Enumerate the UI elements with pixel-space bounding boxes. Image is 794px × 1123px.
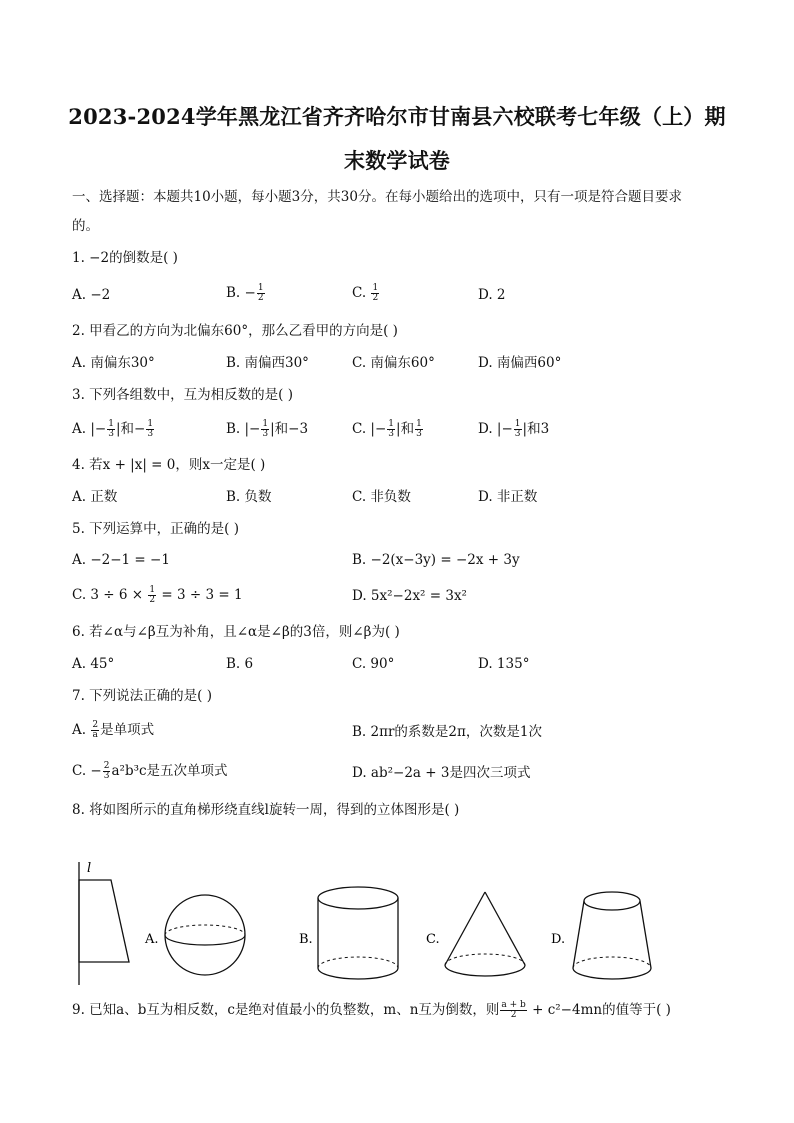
q3-option-c: C. |− $\frac{1}{3}$ |和 $\frac{1}{3}$ xyxy=(352,419,422,439)
question-3-stem: 3. 下列各组数中，互为相反数的是( ) xyxy=(72,387,293,403)
question-1-stem: 1. −2的倒数是( ) xyxy=(72,250,178,266)
q8-label-b: B. xyxy=(299,932,313,947)
q8-label-d: D. xyxy=(551,932,566,947)
q8-label-c: C. xyxy=(426,932,440,947)
q2-option-a: A. 南偏东30° xyxy=(72,355,155,371)
question-6-stem: 6. 若∠α与∠β互为补角，且∠α是∠β的3倍，则∠β为( ) xyxy=(72,624,400,640)
q1-option-c: C. $\frac{1}{2}$ xyxy=(352,283,379,303)
q6-option-a: A. 45° xyxy=(72,656,115,672)
q8-label-a: A. xyxy=(145,932,159,947)
q7-option-a: A. $\frac{2}{a}$ 是单项式 xyxy=(72,720,155,740)
q1-option-b: B. − $\frac{1}{2}$ xyxy=(226,283,264,303)
q2-option-b: B. 南偏西30° xyxy=(226,355,309,371)
cylinder-shape xyxy=(318,887,398,909)
q3-option-d: D. |− $\frac{1}{3}$ |和3 xyxy=(478,419,550,439)
question-2-stem: 2. 甲看乙的方向为北偏东60°，那么乙看甲的方向是( ) xyxy=(72,323,398,339)
question-4-stem: 4. 若x + |x| = 0，则x一定是( ) xyxy=(72,457,266,473)
q4-option-d: D. 非正数 xyxy=(478,489,538,505)
frustum-shape xyxy=(584,892,640,910)
question-8-stem: 8. 将如图所示的直角梯形绕直线l旋转一周，得到的立体图形是( ) xyxy=(72,802,460,818)
q4-option-a: A. 正数 xyxy=(72,489,118,505)
right-trapezoid-shape xyxy=(79,880,129,962)
q3-option-b: B. |− $\frac{1}{3}$ |和−3 xyxy=(226,419,309,439)
q6-option-b: B. 6 xyxy=(226,656,254,672)
axis-label: l xyxy=(87,861,92,876)
question-5-stem: 5. 下列运算中，正确的是( ) xyxy=(72,521,239,537)
q6-option-c: C. 90° xyxy=(352,656,395,672)
q5-option-b: B. −2(x−3y) = −2x + 3y xyxy=(352,552,520,568)
q4-option-c: C. 非负数 xyxy=(352,489,411,505)
sphere-shape xyxy=(165,895,245,975)
q6-option-d: D. 135° xyxy=(478,656,530,672)
q5-option-a: A. −2−1 = −1 xyxy=(72,552,170,568)
q1-option-d: D. 2 xyxy=(478,287,506,303)
q3-option-a: A. |− $\frac{1}{3}$ |和− $\frac{1}{3}$ xyxy=(72,419,154,439)
q4-option-b: B. 负数 xyxy=(226,489,272,505)
question-7-stem: 7. 下列说法正确的是( ) xyxy=(72,688,212,704)
q7-option-b: B. 2πr的系数是2π，次数是1次 xyxy=(352,724,542,740)
q2-option-c: C. 南偏东60° xyxy=(352,355,435,371)
exam-title-line2: 末数学试卷 xyxy=(344,148,450,173)
q5-option-c: C. 3 ÷ 6 × $\frac{1}{2}$ = 3 ÷ 3 = 1 xyxy=(72,585,243,605)
q7-option-d: D. ab²−2a + 3是四次三项式 xyxy=(352,765,531,781)
section-intro-line1: 一、选择题：本题共10小题，每小题3分，共30分。在每小题给出的选项中，只有一项是符合题目要求 xyxy=(72,189,682,205)
q7-option-c: C. − $\frac{2}{3}$ a²b³c是五次单项式 xyxy=(72,761,228,781)
q1-option-a: A. −2 xyxy=(72,287,111,303)
q5-option-d: D. 5x²−2x² = 3x² xyxy=(352,588,467,604)
exam-title-line1: 2023-2024学年黑龙江省齐齐哈尔市甘南县六校联考七年级（上）期 xyxy=(68,104,726,129)
section-intro-line2: 的。 xyxy=(72,218,99,234)
question-9-stem: 9. 已知a、b互为相反数，c是绝对值最小的负整数，m、n互为倒数，则 $\frac{a + b}{2}$ + c²−4mn的值等于( ) xyxy=(72,1000,671,1020)
q2-option-d: D. 南偏西60° xyxy=(478,355,562,371)
